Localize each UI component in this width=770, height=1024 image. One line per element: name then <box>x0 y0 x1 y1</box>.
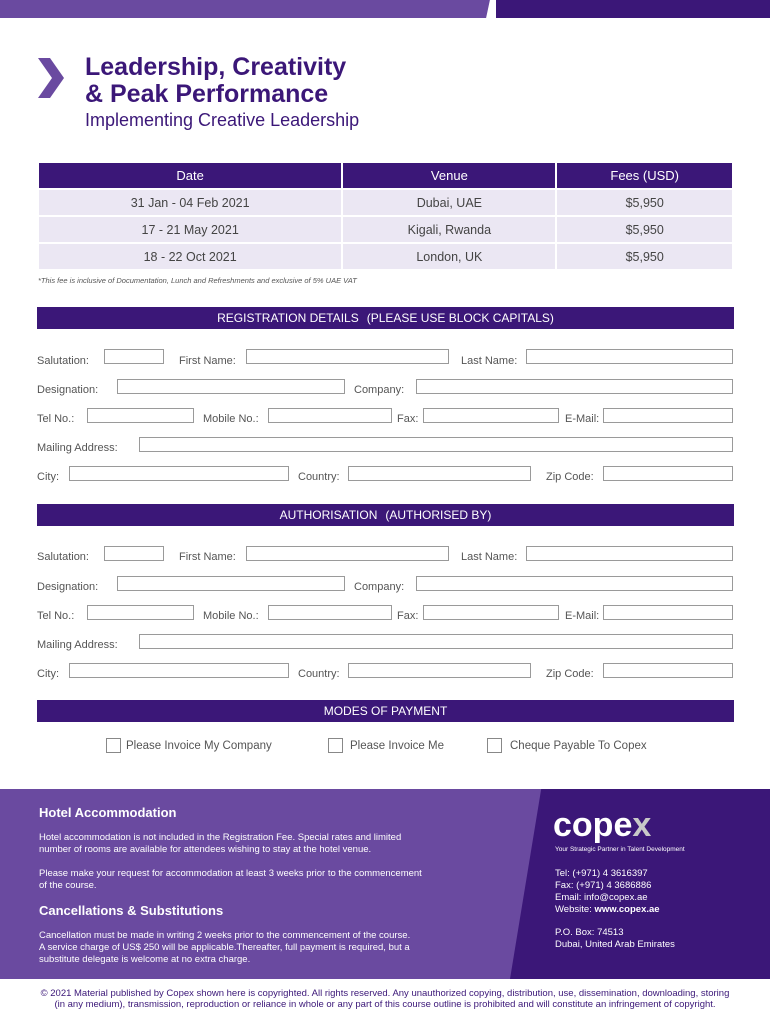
auth-salutation-field[interactable] <box>104 546 164 561</box>
designation-label: Designation: <box>37 384 99 396</box>
invoice-company-checkbox[interactable] <box>106 738 121 753</box>
auth-fax-field[interactable] <box>423 605 559 620</box>
last-name-field[interactable] <box>526 349 733 364</box>
auth-first-name-label: First Name: <box>179 551 236 563</box>
auth-city-label: City: <box>37 668 59 680</box>
contact-email[interactable]: Email: info@copex.ae <box>555 892 648 903</box>
cell-date: 31 Jan - 04 Feb 2021 <box>39 190 341 215</box>
logo-text: cope <box>553 806 633 844</box>
cell-venue: Kigali, Rwanda <box>343 217 555 242</box>
auth-company-label: Company: <box>354 581 405 593</box>
authorisation-title-sub: (AUTHORISED BY) <box>385 508 492 522</box>
first-name-label: First Name: <box>179 355 236 367</box>
top-accent-bar-dark <box>496 0 770 18</box>
cell-fee: $5,950 <box>557 217 732 242</box>
pobox: P.O. Box: 74513 <box>555 927 624 938</box>
salutation-field[interactable] <box>104 349 164 364</box>
website-label: Website: <box>555 904 592 915</box>
header-venue: Venue <box>343 163 555 188</box>
cancel-line-1: Cancellation must be made in writing 2 weeks prior to the commencement of the course. <box>39 930 411 941</box>
hotel-p2-line-2: of the course. <box>39 880 97 891</box>
fee-note: *This fee is inclusive of Documentation, Lunch and Refreshments and exclusive of 5% UAE VAT <box>38 276 357 285</box>
table-row <box>39 244 732 269</box>
tel-label: Tel No.: <box>37 413 75 425</box>
auth-zip-code-field[interactable] <box>603 663 733 678</box>
cancellations-title: Cancellations & Substitutions <box>39 903 224 918</box>
company-label: Company: <box>354 384 405 396</box>
registration-title-sub: (PLEASE USE BLOCK CAPITALS) <box>366 311 554 325</box>
auth-mobile-label: Mobile No.: <box>203 610 259 622</box>
last-name-label: Last Name: <box>461 355 518 367</box>
city-field[interactable] <box>69 466 289 481</box>
copex-logo <box>553 806 651 845</box>
address-city: Dubai, United Arab Emirates <box>555 939 675 950</box>
registration-section-header <box>37 307 734 329</box>
first-name-field[interactable] <box>246 349 449 364</box>
tagline: Your Strategic Partner in Talent Development <box>555 846 685 853</box>
auth-last-name-field[interactable] <box>526 546 733 561</box>
website-link[interactable]: www.copex.ae <box>594 904 660 915</box>
auth-company-field[interactable] <box>416 576 733 591</box>
cell-fee: $5,950 <box>557 190 732 215</box>
schedule-table <box>37 161 734 271</box>
hotel-p1-line-1: Hotel accommodation is not included in the Registration Fee. Special rates and limited <box>39 832 402 843</box>
auth-zip-code-label: Zip Code: <box>546 668 594 680</box>
logo-x: x <box>632 806 652 844</box>
auth-designation-label: Designation: <box>37 581 99 593</box>
auth-mailing-address-label: Mailing Address: <box>37 639 118 651</box>
payment-title: MODES OF PAYMENT <box>323 704 448 718</box>
fax-label: Fax: <box>397 413 419 425</box>
auth-email-field[interactable] <box>603 605 733 620</box>
auth-city-field[interactable] <box>69 663 289 678</box>
cancel-line-2: A service charge of US$ 250 will be applicable.Thereafter, full payment is required, but a <box>39 942 410 953</box>
copyright-line-2: (in any medium), transmission, reproduction or reliance in whole or any part of this course outline is prohibited and will constitute an infringement of copyright. <box>54 999 716 1010</box>
cancellations-paragraph <box>39 930 499 966</box>
mailing-address-field[interactable] <box>139 437 733 452</box>
cell-date: 18 - 22 Oct 2021 <box>39 244 341 269</box>
contact-tel: Tel: (+971) 4 3616397 <box>555 868 648 879</box>
auth-country-label: Country: <box>298 668 340 680</box>
auth-mobile-field[interactable] <box>268 605 392 620</box>
authorisation-section-header <box>37 504 734 526</box>
chevron-right-icon <box>36 58 66 98</box>
email-field[interactable] <box>603 408 733 423</box>
auth-designation-field[interactable] <box>117 576 345 591</box>
hotel-p2-line-1: Please make your request for accommodation at least 3 weeks prior to the commencement <box>39 868 422 879</box>
registration-title: REGISTRATION DETAILS <box>217 311 359 325</box>
company-field[interactable] <box>416 379 733 394</box>
auth-tel-field[interactable] <box>87 605 194 620</box>
contact-fax: Fax: (+971) 4 3686886 <box>555 880 652 891</box>
zip-code-label: Zip Code: <box>546 471 594 483</box>
hotel-p1-line-2: number of rooms are available for attendees wishing to stay at the hotel venue. <box>39 844 372 855</box>
mobile-field[interactable] <box>268 408 392 423</box>
copyright-notice <box>20 988 750 1010</box>
auth-fax-label: Fax: <box>397 610 419 622</box>
authorisation-title: AUTHORISATION <box>279 508 378 522</box>
page-subtitle: Implementing Creative Leadership <box>85 110 360 130</box>
tel-field[interactable] <box>87 408 194 423</box>
cancel-line-3: substitute delegate is welcome at no extra charge. <box>39 954 251 965</box>
auth-salutation-label: Salutation: <box>37 551 89 563</box>
auth-last-name-label: Last Name: <box>461 551 518 563</box>
zip-code-field[interactable] <box>603 466 733 481</box>
salutation-label: Salutation: <box>37 355 89 367</box>
contact-block <box>555 868 660 916</box>
cheque-label: Cheque Payable To Copex <box>510 740 647 752</box>
cell-fee: $5,950 <box>557 244 732 269</box>
cell-date: 17 - 21 May 2021 <box>39 217 341 242</box>
auth-country-field[interactable] <box>348 663 531 678</box>
designation-field[interactable] <box>117 379 345 394</box>
invoice-me-checkbox[interactable] <box>328 738 343 753</box>
payment-section-header <box>37 700 734 722</box>
page-title <box>85 54 346 108</box>
hotel-paragraph-1 <box>39 832 499 856</box>
auth-mailing-address-field[interactable] <box>139 634 733 649</box>
auth-first-name-field[interactable] <box>246 546 449 561</box>
invoice-me-label: Please Invoice Me <box>350 740 444 752</box>
city-label: City: <box>37 471 59 483</box>
hotel-paragraph-2 <box>39 868 499 892</box>
cell-venue: Dubai, UAE <box>343 190 555 215</box>
header-fees: Fees (USD) <box>557 163 732 188</box>
address-block <box>555 927 675 951</box>
country-label: Country: <box>298 471 340 483</box>
contact-website-row <box>555 904 660 916</box>
header-date: Date <box>39 163 341 188</box>
invoice-company-label: Please Invoice My Company <box>126 740 272 752</box>
copyright-line-1: © 2021 Material published by Copex shown here is copyrighted. All rights reserved. Any unauthorized copying, distribution, use, dissemination, downloading, storing <box>40 988 730 999</box>
hotel-accommodation-title: Hotel Accommodation <box>39 805 177 820</box>
cell-venue: London, UK <box>343 244 555 269</box>
auth-tel-label: Tel No.: <box>37 610 75 622</box>
cheque-checkbox[interactable] <box>487 738 502 753</box>
mobile-label: Mobile No.: <box>203 413 259 425</box>
table-row <box>39 190 732 215</box>
mailing-address-label: Mailing Address: <box>37 442 118 454</box>
title-line-2: & Peak Performance <box>85 80 329 108</box>
country-field[interactable] <box>348 466 531 481</box>
email-label: E-Mail: <box>565 413 600 425</box>
fax-field[interactable] <box>423 408 559 423</box>
table-row <box>39 217 732 242</box>
auth-email-label: E-Mail: <box>565 610 600 622</box>
top-accent-bar-light <box>0 0 492 18</box>
title-line-1: Leadership, Creativity <box>85 53 347 81</box>
